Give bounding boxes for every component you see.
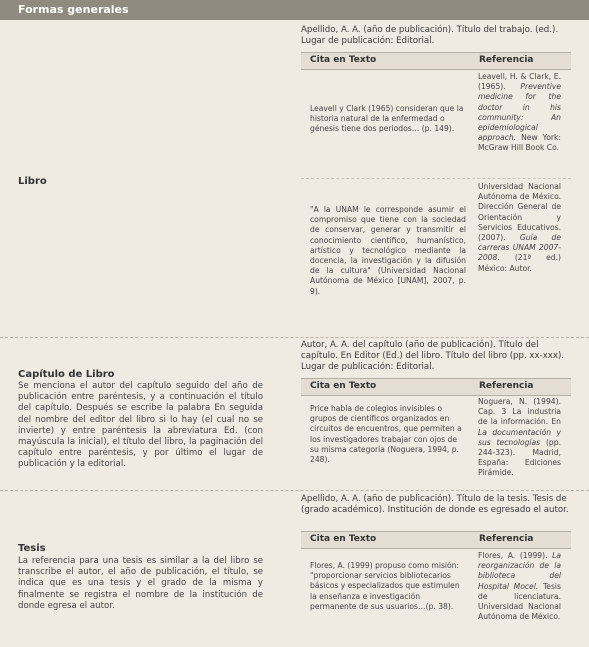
capitulo-table-header bbox=[301, 378, 571, 396]
section-header: Formas generales bbox=[0, 0, 589, 20]
col-cita-en-texto: Cita en Texto bbox=[310, 55, 377, 65]
tesis-format: Apellido, A. A. (año de publicación). Título de la tesis. Tesis de (grado académico). Institución de donde es egresado el autor. bbox=[301, 494, 569, 515]
capitulo-format: Autor, A. A. del capítulo (año de publicación). Título del capítulo. En Editor (Ed.) del libro. Título del libro (pp. xx-xxx). Lugar de publicación: Editorial. bbox=[301, 340, 565, 372]
col-cita-en-texto: Cita en Texto bbox=[310, 381, 377, 391]
col-referencia: Referencia bbox=[479, 381, 534, 391]
tesis-table bbox=[301, 531, 571, 622]
libro-table-header bbox=[301, 52, 571, 70]
tesis-title: Tesis bbox=[18, 543, 46, 554]
col-referencia: Referencia bbox=[479, 55, 534, 65]
libro-title: Libro bbox=[18, 176, 47, 187]
libro-row1-text: Leavell y Clark (1965) consideran que la historia natural de la enfermedad o génesis tiene dos periodos… (p. 149). bbox=[310, 104, 464, 134]
libro-row2-text: "A la UNAM le corresponde asumir el compromiso que tiene con la sociedad de conservar, generar y transmitir el conocimiento científico, humanístico, artístico y tecnológico mediante la docencia, la investigación y la difusión de la cultura" (Universidad Nacional Autónoma de México [UNAM], 2007, p. 9). bbox=[310, 205, 466, 296]
col-referencia: Referencia bbox=[479, 534, 534, 544]
capitulo-row1-ref: Noguera, N. (1994). Cap. 3 La industria de la información. En La documentación y sus tecnologías (pp. 244-323). Madrid, España: Ediciones Pirámide. bbox=[478, 397, 561, 478]
tesis-description: La referencia para una tesis es similar a la del libro se transcribe el autor, el año de publicación, el título, se indica que es una tesis y el grado de la misma y finalmente se registra el nombre de la institución de donde egresa el autor. bbox=[18, 556, 263, 611]
tesis-row1-ref: Flores, A. (1999). La reorganización de la biblioteca del Hospital Mocel. Tesis de licenciatura. Universidad Nacional Autónoma de México. bbox=[478, 551, 561, 622]
libro-row2-ref: Universidad Nacional Autónoma de México. Dirección General de Orientación y Servicios Educativos. (2007). Guía de carreras UNAM 2007-2008. (21ª ed.) México: Autor. bbox=[478, 182, 561, 273]
libro-row1-ref: Leavell, H. & Clark, E. (1965). Preventive medicine for the doctor in his community: An epidemiological approach. New York: McGraw Hill Book Co. bbox=[478, 72, 561, 153]
libro-table bbox=[301, 52, 571, 296]
libro-format: Apellido, A. A. (año de publicación). Título del trabajo. (ed.). Lugar de publicación: Editorial. bbox=[301, 25, 559, 46]
capitulo-row1-text: Price habla de colegios invisibles o grupos de científicos organizados en circuitos de encuentros, que permiten a los investigadores trabajar con ojos de su misma categoría (Noguera, 1994, p. 248). bbox=[310, 404, 462, 465]
section-divider bbox=[0, 337, 589, 338]
section-divider bbox=[0, 490, 589, 491]
row-separator bbox=[301, 178, 571, 179]
capitulo-table bbox=[301, 378, 571, 478]
tesis-row1-text: Flores, A. (1999) propuso como misión: "proporcionar servicios bibliotecarios básicos y especializados que estimulen la enseñanza e investigación permanente de sus usuarios…(p. 38). bbox=[310, 561, 460, 611]
col-cita-en-texto: Cita en Texto bbox=[310, 534, 377, 544]
tesis-table-header bbox=[301, 531, 571, 549]
capitulo-description: Se menciona el autor del capítulo seguido del año de publicación entre paréntesis, y a continuación el título del capítulo. Después se escribe la palabra En seguida del nombre del editor del libro si lo hay (el cual no se invierte) y entre paréntesis la abreviatura Ed. (con mayúscula la inicial), el título del libro, la paginación del capítulo entre paréntesis, y por último el lugar de publicación y la editorial. bbox=[18, 381, 263, 470]
capitulo-title: Capítulo de Libro bbox=[18, 369, 115, 380]
